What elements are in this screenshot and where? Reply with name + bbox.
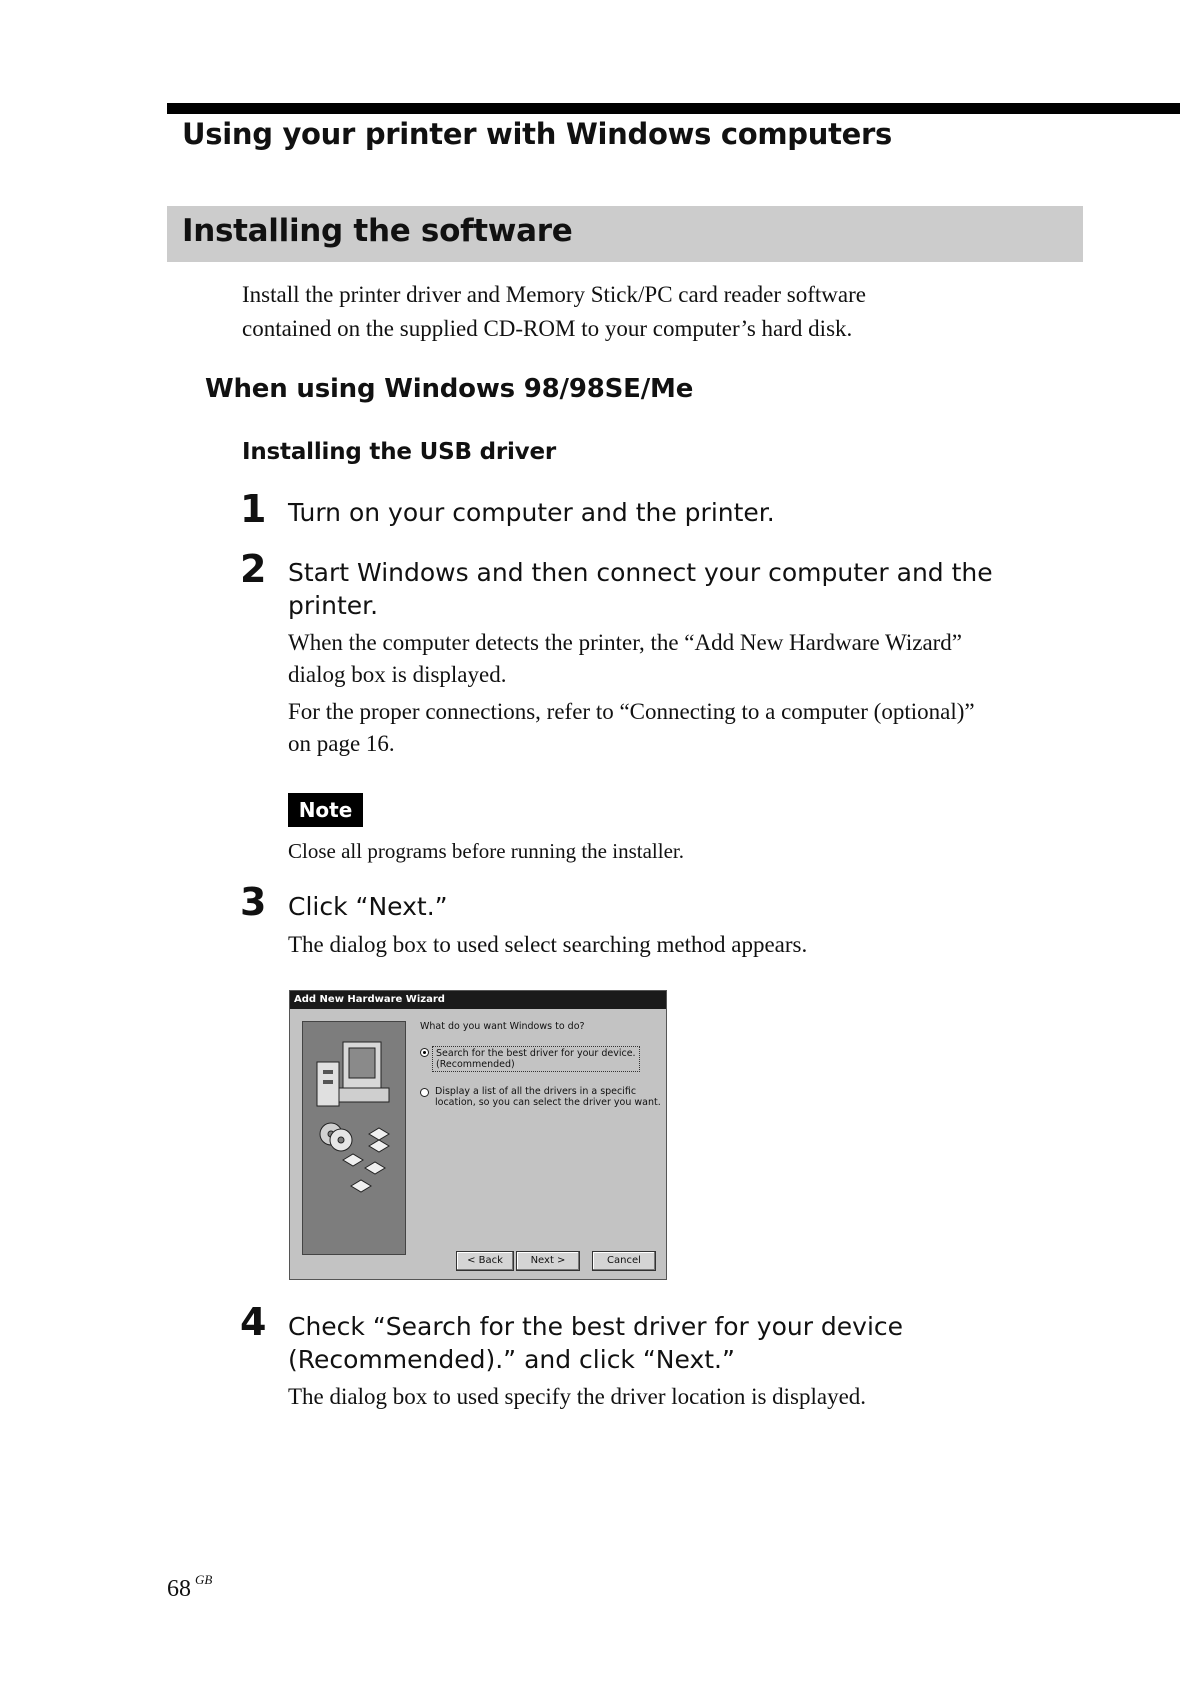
step-title: Turn on your computer and the printer. [288,498,775,527]
step-title-line: Check “Search for the best driver for your device [288,1312,904,1341]
intro-line: Install the printer driver and Memory Stick/PC card reader software [242,282,866,307]
body-line: When the computer detects the printer, the “Add New Hardware Wizard” [288,630,963,655]
dialog-question: What do you want Windows to do? [420,1021,585,1032]
page-number [167,1572,212,1603]
back-button[interactable]: < Back [456,1251,514,1271]
step-title-line: (Recommended).” and click “Next.” [288,1345,735,1374]
step-title: Click “Next.” [288,892,448,921]
step-title-line: Start Windows and then connect your computer and the [288,558,993,587]
step-title [288,556,1088,622]
body-line: For the proper connections, refer to “Connecting to a computer (optional)” [288,699,975,724]
intro-line: contained on the supplied CD-ROM to your computer’s hard disk. [242,316,853,341]
step-number: 4 [240,1300,267,1344]
page-number-value: 68 [167,1576,191,1602]
region-code: GB [195,1572,213,1587]
dialog-titlebar: Add New Hardware Wizard [290,991,666,1009]
step-body: The dialog box to used select searching method appears. [288,932,808,957]
option-line: Search for the best driver for your device. [436,1048,636,1059]
note-text: Close all programs before running the installer. [288,839,684,863]
radio-display-driver-list[interactable] [420,1088,429,1097]
step-body [288,627,1088,691]
step-title-line: printer. [288,591,379,620]
step-number: 1 [240,487,267,531]
option-line: Display a list of all the drivers in a specific [435,1086,637,1097]
body-line: dialog box is displayed. [288,662,507,687]
option-line: location, so you can select the driver you want. [435,1097,661,1108]
computer-illustration-icon [302,1021,406,1255]
step-number: 3 [240,880,267,924]
option-line: (Recommended) [436,1059,515,1070]
cancel-button[interactable]: Cancel [592,1251,656,1271]
wizard-dialog-screenshot [289,990,667,1280]
note-badge: Note [288,793,363,827]
subsection-heading: When using Windows 98/98SE/Me [205,374,694,404]
body-line: on page 16. [288,731,395,756]
top-rule [167,103,1180,114]
chapter-title: Using your printer with Windows computers [182,117,892,151]
minor-heading: Installing the USB driver [242,439,557,465]
option-search-best-driver[interactable] [432,1046,640,1072]
radio-search-best-driver[interactable] [420,1048,429,1057]
section-title: Installing the software [182,213,573,249]
intro-paragraph [242,278,1042,346]
next-button[interactable]: Next > [516,1251,580,1271]
option-display-driver-list[interactable] [435,1086,661,1108]
step-body [288,696,1088,760]
step-number: 2 [240,547,267,591]
step-body: The dialog box to used specify the driver location is displayed. [288,1384,867,1409]
step-title [288,1310,1088,1376]
